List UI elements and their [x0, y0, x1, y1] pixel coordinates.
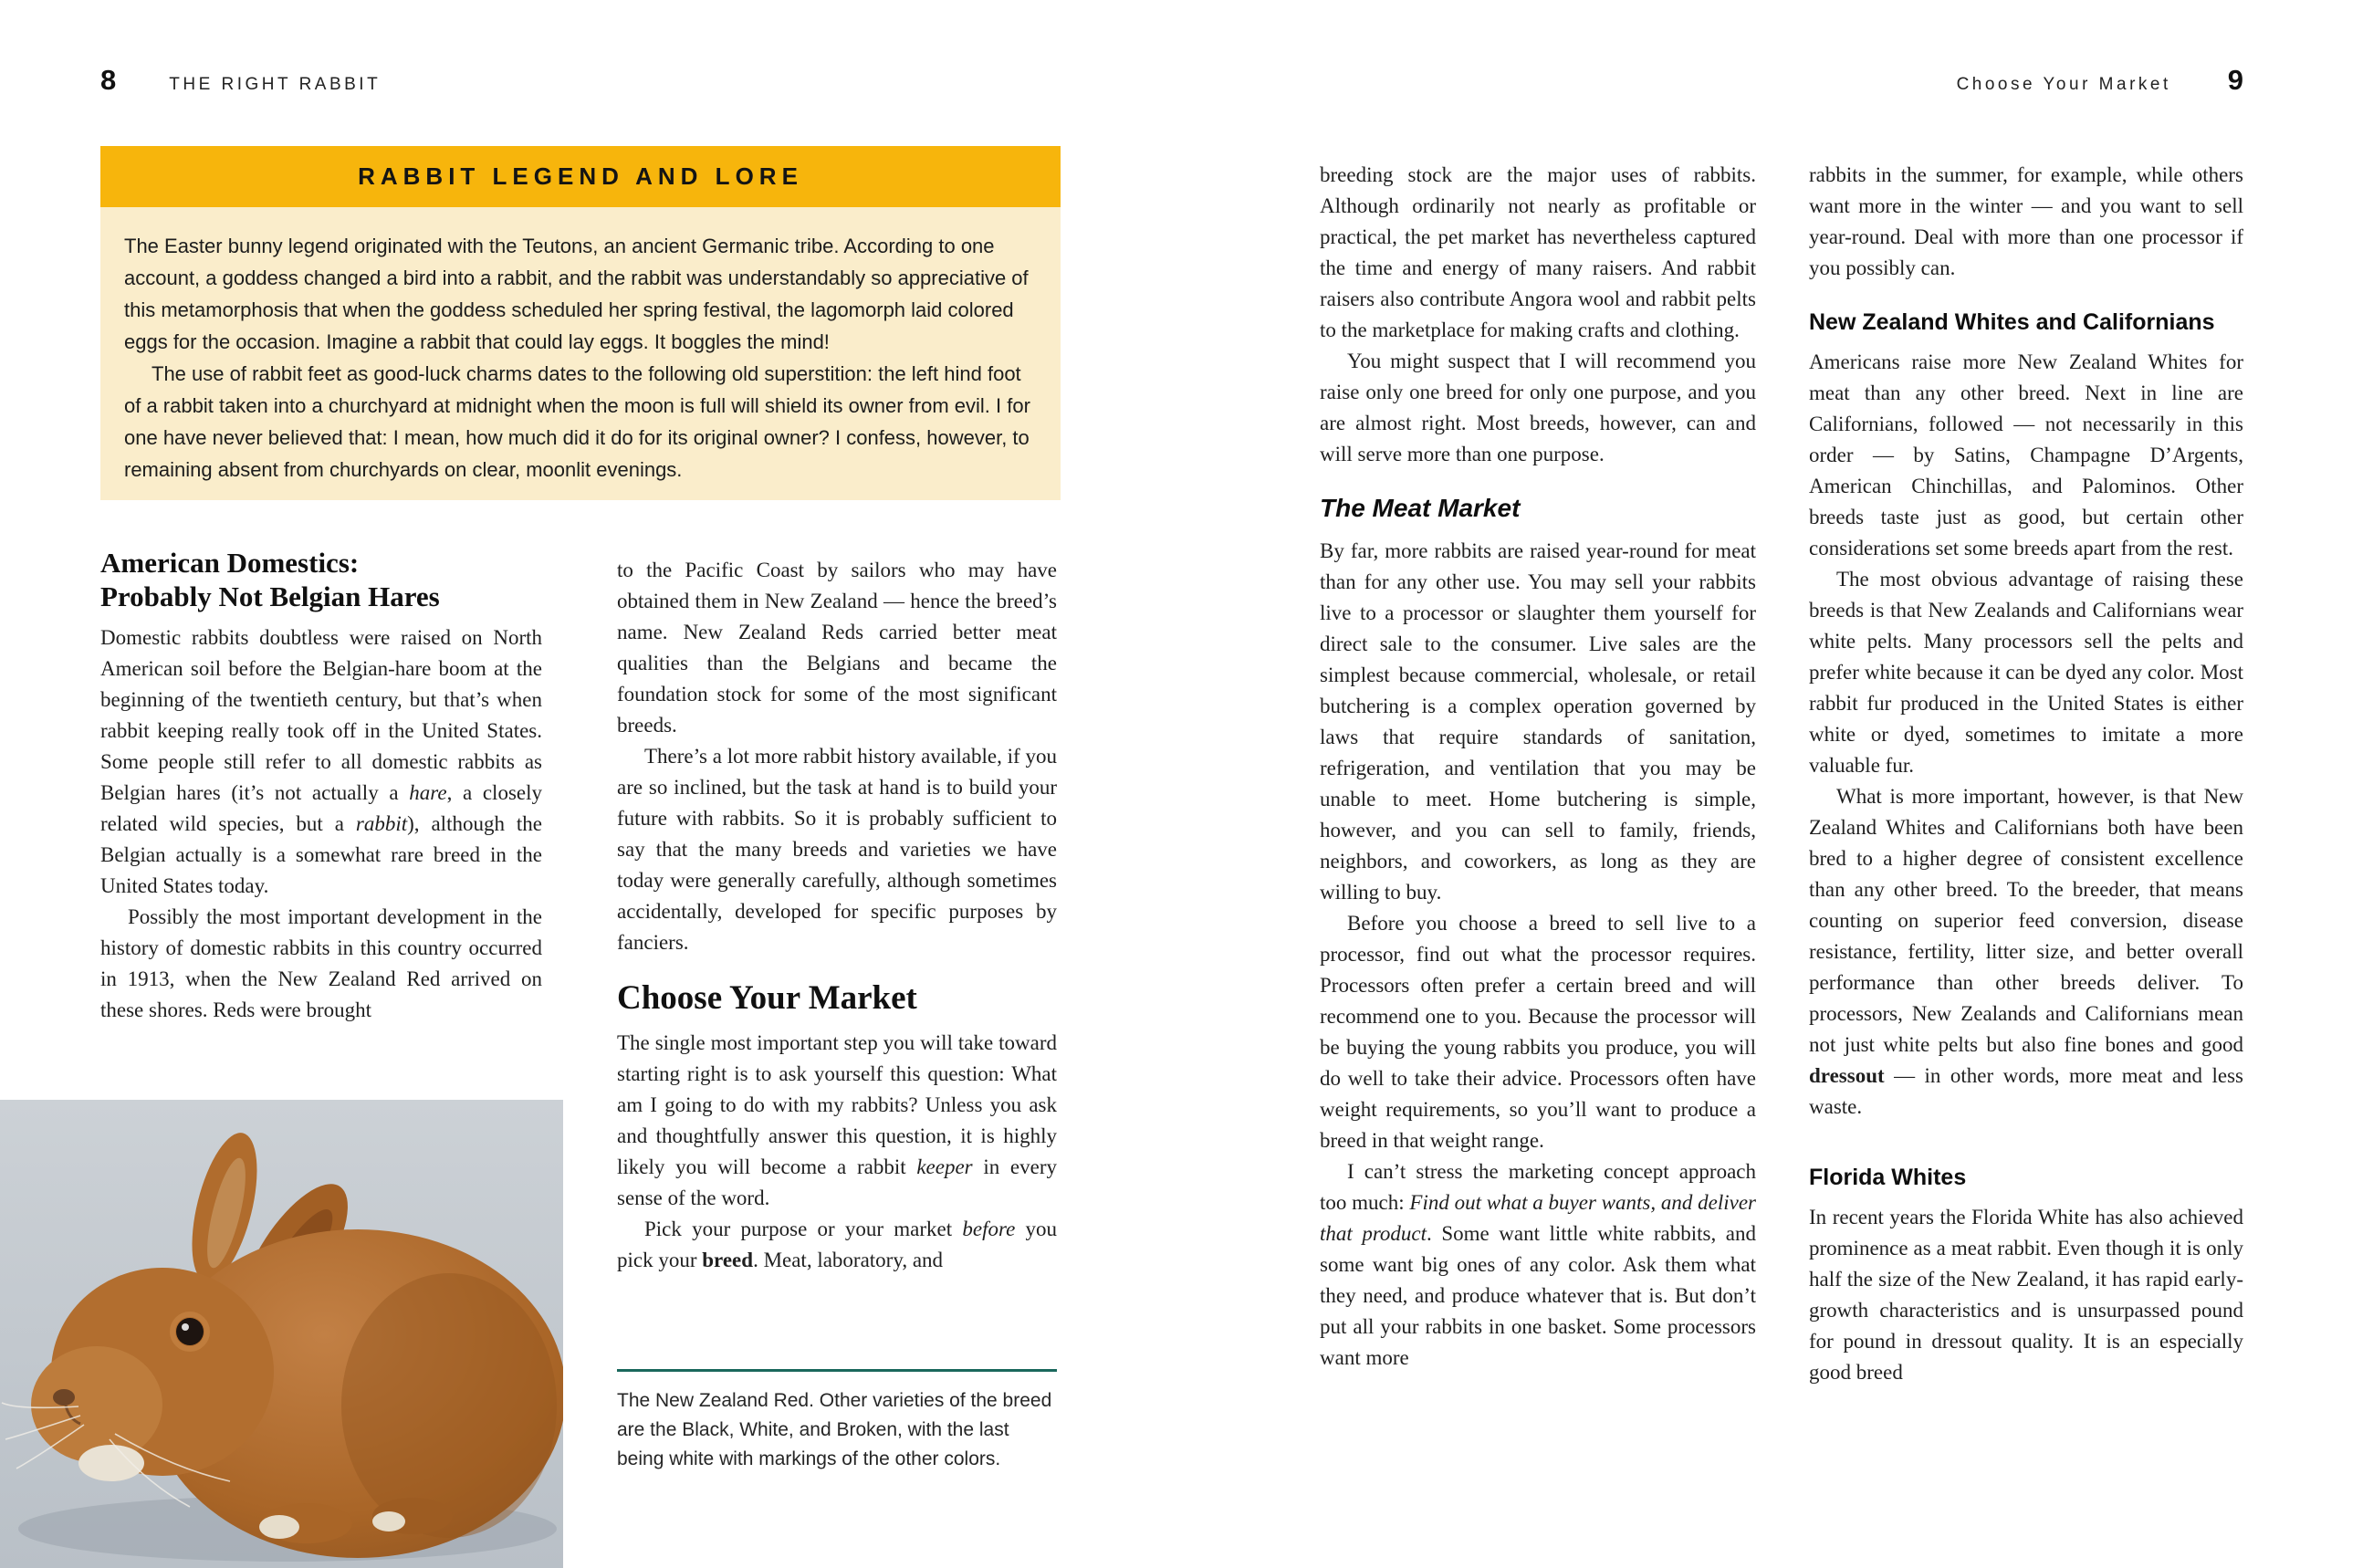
heading-line-2: Probably Not Belgian Hares	[100, 580, 440, 612]
body-paragraph: Before you choose a breed to sell live to a processor, find out what the processor requires. Processors often prefer a certain breed and will recommend one to you. Because the processor will be buying the young rabbits you produce, you will do well to take their advice. Processors often have weight requirements, so you’ll want to produce a breed in that weight range.	[1320, 912, 1756, 1152]
body-paragraph: to the Pacific Coast by sailors who may have obtained them in New Zealand — hence the breed’s name. New Zealand Reds carried better meat qualities than the Belgians and became the foundation stock for some of the most significant breeds.	[617, 559, 1057, 737]
rabbit-illustration	[0, 1100, 563, 1568]
body-paragraph: The most obvious advantage of raising these breeds is that New Zealands and Californians wear white pelts. Many processors sell the pelts and prefer white because it can be dyed any color. Most rabbit fur produced in the United States is either white or dyed, sometimes to imitate a more valuable fur.	[1809, 568, 2243, 777]
legend-paragraph-2: The use of rabbit feet as good-luck charms dates to the following old superstition: the left hind foot of a rabbit taken into a churchyard at midnight when the moon is full will shield its owner from evil. I for one have never believed that: I mean, how much did it do for its original owner? I confess, however, to remaining absent from churchyards on clear, moonlit evenings.	[124, 362, 1030, 481]
body-paragraph: You might suspect that I will recommend you raise only one breed for only one purpose, and you are almost right. Most breeds, however, can and will serve more than one purpose.	[1320, 350, 1756, 465]
legend-lore-title: RABBIT LEGEND AND LORE	[358, 162, 803, 190]
rabbit-nose	[53, 1389, 75, 1406]
legend-lore-box	[100, 207, 1061, 500]
subheading-florida-whites: Florida Whites	[1809, 1165, 1967, 1190]
right-page-column-2	[1809, 160, 2243, 1529]
body-paragraph: Domestic rabbits doubtless were raised on North American soil before the Belgian-hare boom at the beginning of the twentieth century, but that’s when rabbit keeping really took off in the United States. Some people still refer to all domestic rabbits as Belgian hares (it’s not actually a hare, a closely related wild species, but a rabbit), although the Belgian actually is a somewhat rare breed in the United States today.	[100, 626, 543, 897]
heading-choose-your-market: Choose Your Market	[617, 979, 917, 1017]
right-page-column-1	[1320, 160, 1756, 1529]
rabbit-photo	[0, 1100, 563, 1568]
right-page-number: 9	[2227, 64, 2243, 96]
left-running-head: THE RIGHT RABBIT	[169, 75, 382, 94]
body-paragraph: Possibly the most important development in the history of domestic rabbits in this country occurred in 1913, when the New Zealand Red arrived on these shores. Reds were brought	[100, 905, 542, 1021]
rabbit-muzzle	[31, 1346, 162, 1463]
photo-caption-block	[617, 1369, 1057, 1474]
legend-paragraph-1: The Easter bunny legend originated with the Teutons, an ancient Germanic tribe. According to one account, a goddess changed a bird into a rabbit, and the rabbit was understandably so appreciative of this metamorphosis that when the goddess scheduled her spring festival, the lagomorph laid colored eggs for the occasion. Imagine a rabbit that could lay eggs. It boggles the mind!	[124, 235, 1029, 353]
left-page-column-1	[100, 546, 542, 1026]
photo-caption: The New Zealand Red. Other varieties of the breed are the Black, White, and Broken, with the last being white with markings of the other colors.	[617, 1390, 1052, 1469]
body-paragraph: breeding stock are the major uses of rabbits. Although ordinarily not nearly as profitable or practical, the pet market has nevertheless captured the time and energy of many raisers. And rabbit raisers also contribute Angora wool and rabbit pelts to the marketplace for making crafts and clothing.	[1320, 163, 1756, 341]
body-paragraph: I can’t stress the marketing concept approach too much: Find out what a buyer wants, and deliver that product. Some want little white rabbits, and some want big ones of any color. Ask them what they need, and produce whatever that is. But don’t put all your rabbits in one basket. Some processors want more	[1320, 1160, 1756, 1369]
left-page-number: 8	[100, 64, 117, 96]
body-paragraph: Pick your purpose or your market before you pick your breed. Meat, laboratory, and	[617, 1218, 1057, 1271]
body-paragraph: Americans raise more New Zealand Whites for meat than any other breed. Next in line are Californians, followed — not necessarily in this order — by Satins, Champagne D’Argents, American Chinchillas, and Palominos. Other breeds taste just as good, but certain other considerations set some breeds apart from the rest.	[1809, 350, 2243, 559]
subheading-new-zealand-whites-and-californians: New Zealand Whites and Californians	[1809, 309, 2215, 335]
rabbit-chin-patch	[78, 1445, 144, 1481]
body-paragraph: By far, more rabbits are raised year-round for meat than for any other use. You may sell your rabbits live to a processor or slaughter them yourself for direct sale to the consumer. Live sales are the simplest because commercial, wholesale, or retail butchering is a complex operation governed by laws that require standards of sanitation, refrigeration, and ventilation that you may be unable to meet. Home butchering is simple, however, and you can sell to family, friends, neighbors, and coworkers, as long as they are willing to buy.	[1320, 539, 1756, 904]
heading-american-domestics	[100, 546, 542, 613]
right-running-head: Choose Your Market	[1956, 75, 2171, 94]
subheading-the-meat-market: The Meat Market	[1320, 494, 1521, 522]
left-page-column-2	[617, 555, 1057, 1376]
caption-rule	[617, 1369, 1057, 1372]
body-paragraph: What is more important, however, is that New Zealand Whites and Californians both have been bred to a higher degree of consistent excellence than any other breed. To the breeder, that means counting on superior feed conversion, disease resistance, fertility, litter size, and better overall performance than other breeds deliver. To processors, New Zealands and Californians mean not just white pelts but also fine bones and good dressout — in other words, more meat and less waste.	[1809, 785, 2243, 1118]
body-paragraph: There’s a lot more rabbit history available, if you are so inclined, but the task at hand is to build your future with rabbits. So it is probably sufficient to say that the many breeds and varieties we have today were generally carefully, although sometimes accidentally, developed for specific purposes by fanciers.	[617, 745, 1057, 954]
rabbit-eye	[172, 1314, 207, 1349]
body-paragraph: In recent years the Florida White has also achieved prominence as a meat rabbit. Even though it is only half the size of the New Zealand, it has rapid early-growth characteristics and is unsurpassed pound for pound in dressout quality. It is an especially good breed	[1809, 1206, 2243, 1384]
heading-line-1: American Domestics:	[100, 547, 360, 579]
legend-lore-title-bar	[100, 146, 1061, 207]
body-paragraph: The single most important step you will take toward starting right is to ask yourself this question: What am I going to do with my rabbits? Unless you ask and thoughtfully answer this question, it is highly likely you will become a rabbit keeper in every sense of the word.	[617, 1031, 1057, 1209]
right-page-header	[1957, 64, 2243, 97]
body-paragraph: rabbits in the summer, for example, while others want more in the winter — and you want to sell year-round. Deal with more than one processor if you possibly can.	[1809, 163, 2243, 279]
left-page-header	[100, 64, 381, 97]
rabbit-haunch-shading	[341, 1273, 557, 1538]
